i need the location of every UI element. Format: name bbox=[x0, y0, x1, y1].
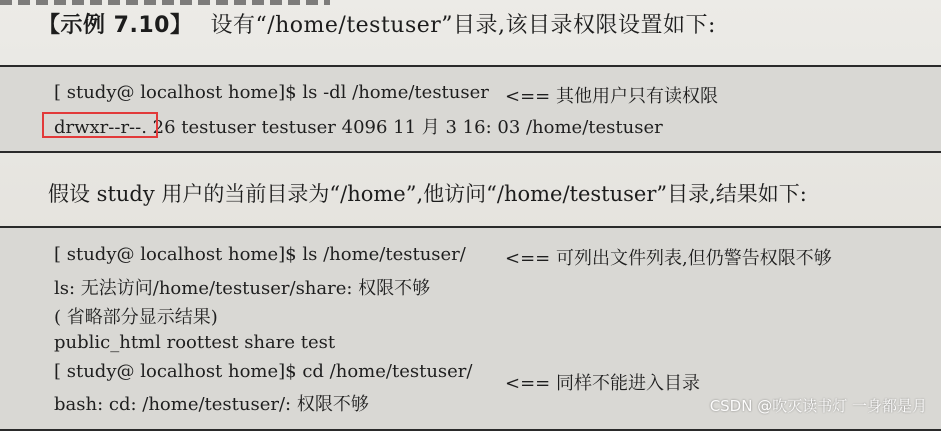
code-command: [ study@ localhost home]$ ls /home/testuser/ bbox=[54, 244, 466, 265]
code-note: <== 其他用户只有读权限 bbox=[505, 86, 718, 107]
example-heading bbox=[38, 8, 716, 39]
code-note: <== 可列出文件列表,但仍警告权限不够 bbox=[505, 248, 832, 269]
code-annotation bbox=[505, 369, 700, 395]
cut-off-text-line bbox=[0, 0, 941, 5]
code-line bbox=[54, 390, 369, 416]
code-line bbox=[54, 82, 489, 103]
body-paragraph: 假设 study 用户的当前目录为“/home”,他访问“/home/testuser”目录,结果如下: bbox=[48, 182, 807, 206]
code-box-1 bbox=[0, 65, 941, 153]
example-label: 【示例 7.10】 bbox=[38, 13, 193, 38]
code-line bbox=[54, 361, 472, 382]
code-annotation bbox=[505, 244, 832, 270]
code-line bbox=[54, 332, 335, 353]
code-command: public_html roottest share test bbox=[54, 332, 336, 353]
code-command: drwxr--r--. 26 testuser testuser 4096 11 月 3 16: 03 /home/testuser bbox=[54, 117, 663, 138]
code-line bbox=[54, 244, 466, 265]
code-line bbox=[54, 274, 430, 300]
csdn-watermark: CSDN @吹灭读书灯 一身都是月 bbox=[709, 397, 927, 415]
code-command: [ study@ localhost home]$ ls -dl /home/testuser bbox=[54, 82, 489, 103]
code-command: bash: cd: /home/testuser/: 权限不够 bbox=[54, 394, 369, 415]
code-line bbox=[54, 303, 218, 329]
code-command: ls: 无法访问/home/testuser/share: 权限不够 bbox=[54, 278, 431, 299]
code-note: <== 同样不能进入目录 bbox=[505, 373, 700, 394]
code-command: ( 省略部分显示结果) bbox=[54, 307, 218, 328]
example-description: 设有“/home/testuser”目录,该目录权限设置如下: bbox=[210, 13, 716, 38]
permission-highlight-box bbox=[42, 112, 158, 138]
code-annotation bbox=[505, 82, 718, 108]
code-command: [ study@ localhost home]$ cd /home/testuser/ bbox=[54, 361, 473, 382]
